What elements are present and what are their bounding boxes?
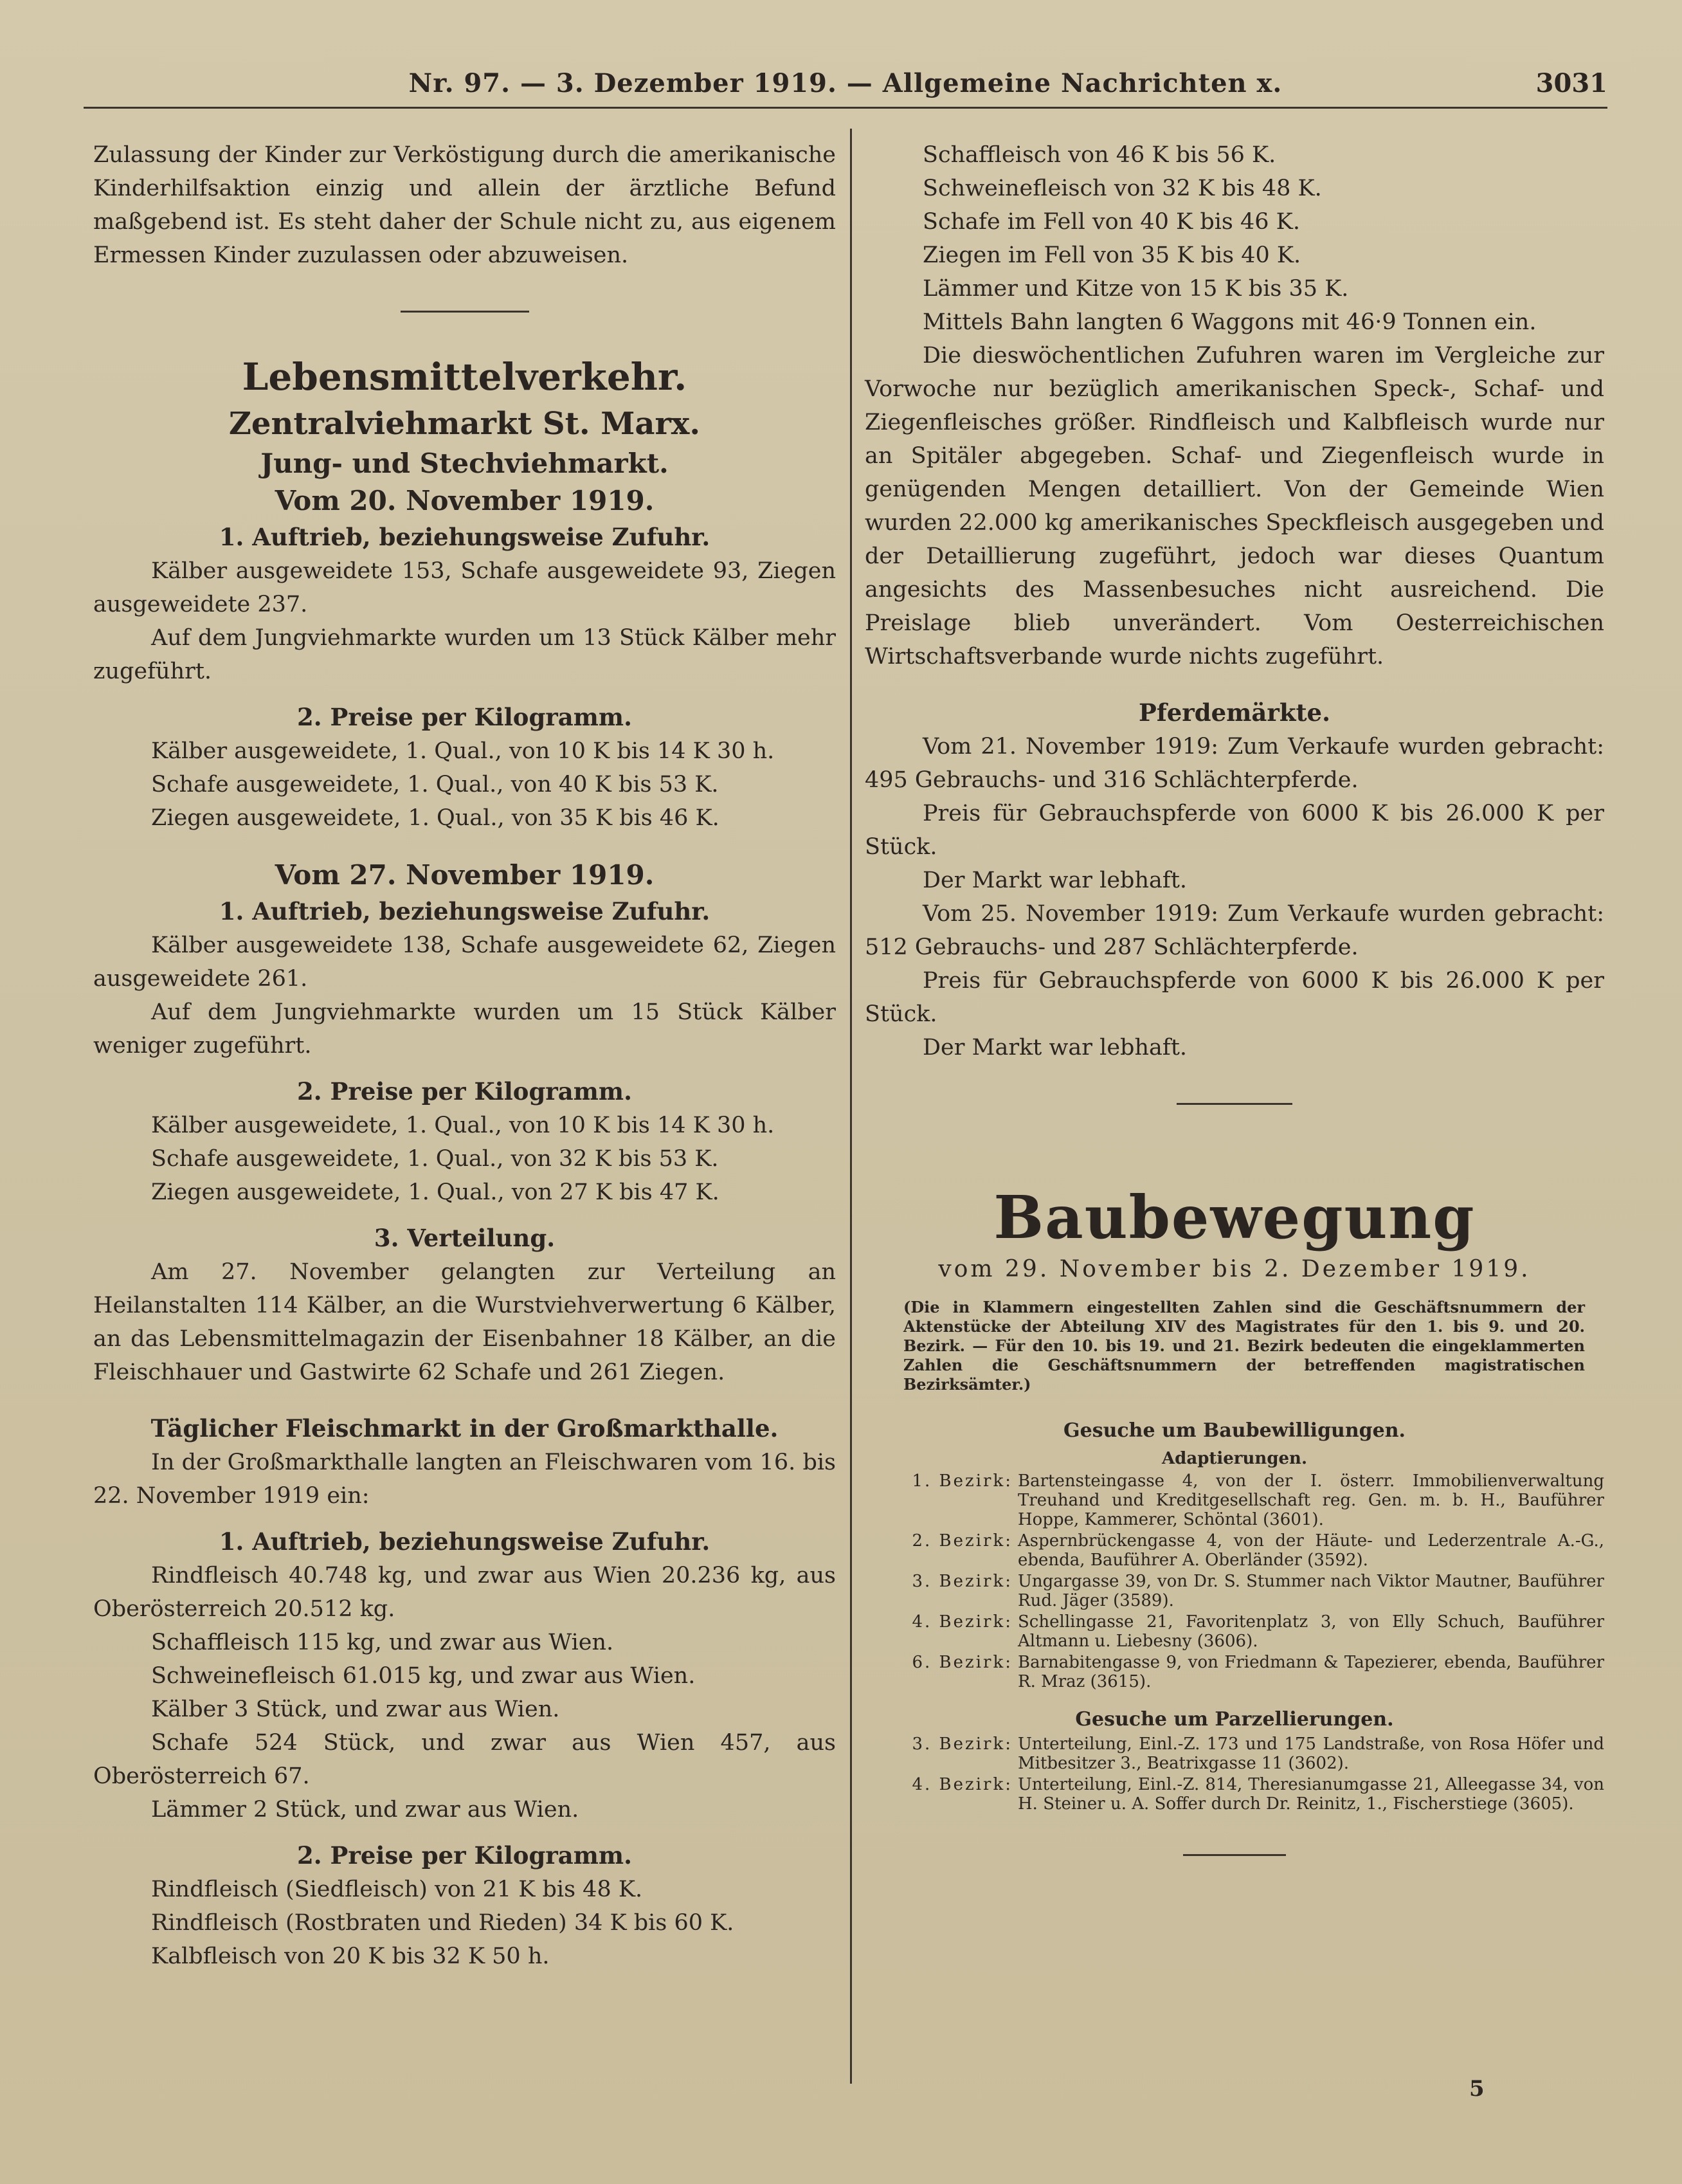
price-line: Schafe ausgeweidete, 1. Qual., von 32 K bis 53 K. (151, 1146, 719, 1172)
bezirk-label: 4. Bezirk: (912, 1775, 1013, 1794)
week2-jungvieh-text: Auf dem Jungviehmarkte wurden um 15 Stück Kälber weniger zugeführt. (93, 999, 836, 1059)
bau-entry (865, 1653, 1604, 1691)
fleischmarkt-item: Schaffleisch 115 kg, und zwar aus Wien. (151, 1630, 614, 1655)
fleischmarkt-title: Täglicher Fleischmarkt in der Großmarkthalle. (150, 1414, 779, 1442)
price-line: Ziegen im Fell von 35 K bis 40 K. (923, 242, 1301, 268)
bezirk-text: Unterteilung, Einl.-Z. 173 und 175 Landstraße, von Rosa Höfer und Mitbesitzer 3., Beatrixgasse 11 (3602). (1018, 1734, 1604, 1773)
intro-paragraph: Zulassung der Kinder zur Verköstigung durch die amerikanische Kinderhilfsaktion einzig und allein der ärztliche Befund maßgebend ist. Es steht daher der Schule nicht zu, aus eigenem Ermessen Kinder zuzulassen oder abzuweisen. (93, 142, 836, 268)
bezirk-text: Aspernbrückengasse 4, von der Häute- und Lederzentrale A.-G., ebenda, Bauführer A. Oberländer (3592). (1018, 1531, 1604, 1570)
bezirk-label: 3. Bezirk: (912, 1572, 1013, 1591)
price-line: Kälber ausgeweidete, 1. Qual., von 10 K bis 14 K 30 h. (151, 738, 775, 764)
price-line: Ziegen ausgeweidete, 1. Qual., von 35 K bis 46 K. (151, 805, 719, 831)
fleischmarkt-item: Schafe 524 Stück, und zwar aus Wien 457, aus Oberösterreich 67. (93, 1730, 836, 1789)
pferde-text: Vom 25. November 1919: Zum Verkaufe wurden gebracht: 512 Gebrauchs- und 287 Schlächterpferde. (865, 901, 1604, 960)
bezirk-label: 6. Bezirk: (912, 1653, 1013, 1672)
week2-auftrieb-text: Kälber ausgeweidete 138, Schafe ausgeweidete 62, Ziegen ausgeweidete 261. (93, 933, 836, 992)
pferde-text: Der Markt war lebhaft. (923, 1035, 1188, 1060)
page-header (84, 57, 1607, 103)
section-title: Lebensmittelverkehr. (242, 355, 687, 399)
baubewegung-title: Baubewegung (993, 1183, 1476, 1252)
column-divider (850, 129, 852, 2084)
week2-date: Vom 27. November 1919. (275, 859, 655, 891)
week1-preise-heading: 2. Preise per Kilogramm. (297, 703, 632, 731)
bau-entry (865, 1572, 1604, 1610)
price-line: Kälber ausgeweidete, 1. Qual., von 10 K bis 14 K 30 h. (151, 1113, 775, 1138)
fleischmarkt-item: Lämmer 2 Stück, und zwar aus Wien. (151, 1797, 579, 1823)
bau-entry (865, 1471, 1604, 1529)
week2-verteilung-heading: 3. Verteilung. (374, 1224, 556, 1252)
footer-page-number: 5 (1469, 2076, 1485, 2102)
price-line: Lämmer und Kitze von 15 K bis 35 K. (923, 276, 1349, 302)
price-line: Schafe ausgeweidete, 1. Qual., von 40 K bis 53 K. (151, 772, 719, 797)
baubewegung-subtitle: vom 29. November bis 2. Dezember 1919. (938, 1256, 1531, 1282)
market-title: Zentralviehmarkt St. Marx. (228, 406, 701, 442)
fleischmarkt-item: Rindfleisch 40.748 kg, und zwar aus Wien 20.236 kg, aus Oberösterreich 20.512 kg. (93, 1563, 836, 1622)
fleischmarkt-preise-heading: 2. Preise per Kilogramm. (297, 1841, 632, 1870)
bezirk-text: Unterteilung, Einl.-Z. 814, Theresianumgasse 21, Alleegasse 34, von H. Steiner u. A. Soffer durch Dr. Reinitz, 1., Fischerstiege (3605). (1018, 1775, 1604, 1814)
week1-jungvieh-text: Auf dem Jungviehmarkte wurden um 13 Stück Kälber mehr zugeführt. (93, 625, 836, 684)
zufuhren-text: Die dieswöchentlichen Zufuhren waren im Vergleiche zur Vorwoche nur bezüglich amerikanischen Speck-, Schaf- und Ziegenfleisches größer. Rindfleisch und Kalbfleisch wurde nur an Spitäler abgegeben. Schaf- und Ziegenfleisch wurde in genügenden Mengen detailliert. Von der Gemeinde Wien wurden 22.000 kg amerikanisches Speckfleisch ausgegeben und der Detaillierung zugeführt, jedoch war dieses Quantum angesichts des Massenbesuches nicht ausreichend. Die Preislage blieb unverändert. Vom Oesterreichischen Wirtschaftsverbande wurde nichts zugeführt. (865, 343, 1604, 669)
header-title: Nr. 97. — 3. Dezember 1919. — Allgemeine Nachrichten x. (408, 68, 1283, 98)
bezirk-label: 1. Bezirk: (912, 1471, 1013, 1491)
baubewilligungen-heading: Gesuche um Baubewilligungen. (1063, 1419, 1406, 1442)
price-line: Ziegen ausgeweidete, 1. Qual., von 27 K bis 47 K. (151, 1179, 719, 1205)
price-line: Rindfleisch (Siedfleisch) von 21 K bis 48 K. (151, 1877, 643, 1902)
price-line: Kalbfleisch von 20 K bis 32 K 50 h. (151, 1943, 550, 1969)
week2-preise-heading: 2. Preise per Kilogramm. (297, 1077, 632, 1106)
pferde-text: Vom 21. November 1919: Zum Verkaufe wurden gebracht: 495 Gebrauchs- und 316 Schlächterpferde. (865, 734, 1604, 793)
fleischmarkt-auftrieb-heading: 1. Auftrieb, beziehungsweise Zufuhr. (219, 1527, 710, 1556)
fleischmarkt-item: Schweinefleisch 61.015 kg, und zwar aus Wien. (151, 1663, 696, 1689)
pferde-text: Preis für Gebrauchspferde von 6000 K bis 26.000 K per Stück. (865, 801, 1604, 860)
right-column (865, 138, 1604, 1856)
bahn-text: Mittels Bahn langten 6 Waggons mit 46·9 Tonnen ein. (923, 309, 1537, 335)
bezirk-text: Schellingasse 21, Favoritenplatz 3, von Elly Schuch, Bauführer Altmann u. Liebesny (3606). (1018, 1612, 1604, 1651)
bezirk-label: 2. Bezirk: (912, 1531, 1013, 1551)
separator (1183, 1854, 1286, 1856)
week1-date: Vom 20. November 1919. (275, 485, 655, 516)
week1-auftrieb-heading: 1. Auftrieb, beziehungsweise Zufuhr. (219, 523, 710, 551)
price-line: Rindfleisch (Rostbraten und Rieden) 34 K bis 60 K. (151, 1910, 734, 1936)
parzellierungen-heading: Gesuche um Parzellierungen. (1075, 1708, 1394, 1731)
fleischmarkt-item: Kälber 3 Stück, und zwar aus Wien. (151, 1697, 560, 1722)
week1-auftrieb-text: Kälber ausgeweidete 153, Schafe ausgeweidete 93, Ziegen ausgeweidete 237. (93, 558, 836, 617)
price-line: Schaffleisch von 46 K bis 56 K. (923, 142, 1276, 168)
week2-auftrieb-heading: 1. Auftrieb, beziehungsweise Zufuhr. (219, 897, 710, 925)
market-subtitle: Jung- und Stechviehmarkt. (260, 448, 669, 479)
pferdemaerkte-title: Pferdemärkte. (1139, 698, 1330, 727)
bezirk-label: 3. Bezirk: (912, 1734, 1013, 1754)
price-line: Schafe im Fell von 40 K bis 46 K. (923, 209, 1300, 235)
bau-entry (865, 1734, 1604, 1773)
bezirk-label: 4. Bezirk: (912, 1612, 1013, 1632)
header-page-number: 3031 (1535, 68, 1607, 98)
fleischmarkt-intro: In der Großmarkthalle langten an Fleischwaren vom 16. bis 22. November 1919 ein: (93, 1450, 836, 1509)
pferde-text: Preis für Gebrauchspferde von 6000 K bis 26.000 K per Stück. (865, 968, 1604, 1027)
week2-verteilung-text: Am 27. November gelangten zur Verteilung an Heilanstalten 114 Kälber, an die Wurstviehverwertung 6 Kälber, an das Lebensmittelmagazin der Eisenbahner 18 Kälber, an die Fleischhauer und Gastwirte 62 Schafe und 261 Ziegen. (93, 1259, 836, 1385)
bezirk-text: Ungargasse 39, von Dr. S. Stummer nach Viktor Mautner, Bauführer Rud. Jäger (3589). (1018, 1572, 1604, 1610)
header-rule (84, 107, 1607, 109)
bau-entry (865, 1612, 1604, 1651)
left-column (93, 138, 836, 1973)
bezirk-text: Bartensteingasse 4, von der I. österr. Immobilienverwaltung Treuhand und Kreditgesellschaft reg. Gen. m. b. H., Bauführer Hoppe, Kammerer, Schöntal (3601). (1018, 1471, 1604, 1529)
adaptierungen-heading: Adaptierungen. (1162, 1449, 1307, 1468)
baubewegung-note: (Die in Klammern eingestellten Zahlen sind die Geschäftsnummern der Aktenstücke der Abteilung XIV des Magistrates für den 1. bis 9. und 20. Bezirk. — Für den 10. bis 19. und 21. Bezirk bedeuten die eingeklammerten Zahlen die Geschäftsnummern der betreffenden magistratischen Bezirksämter.) (903, 1298, 1585, 1394)
bau-entry (865, 1531, 1604, 1570)
pferde-text: Der Markt war lebhaft. (923, 868, 1188, 893)
bezirk-text: Barnabitengasse 9, von Friedmann & Tapezierer, ebenda, Bauführer R. Mraz (3615). (1018, 1653, 1604, 1691)
price-line: Schweinefleisch von 32 K bis 48 K. (923, 176, 1322, 201)
bau-entry (865, 1775, 1604, 1814)
